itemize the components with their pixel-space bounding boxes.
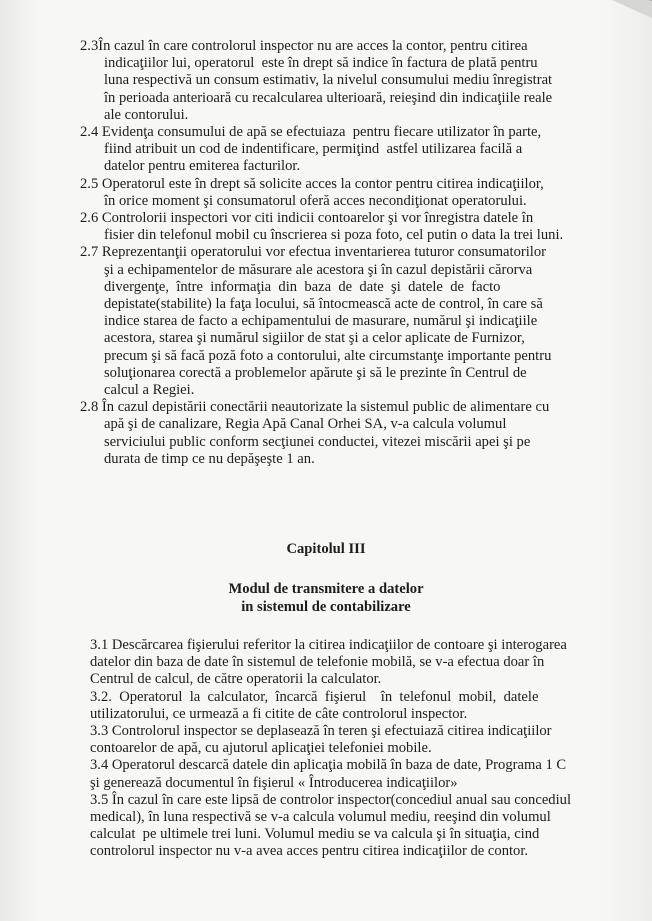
clause-text: Evidenţa consumului de apă se efectuiaza pentru fiecare utilizator în parte, bbox=[98, 124, 542, 141]
clause-text: Reprezentanţii operatorului vor efectua inventarierea tuturor consumatorilor bbox=[98, 244, 547, 261]
section-2-text bbox=[82, 38, 627, 468]
text-line: apă şi de canalizare, Regia Apă Canal Orhei SA, v-a calcula volumul bbox=[104, 416, 507, 433]
text-line: fisier din telefonul mobil cu înscrierea si poza foto, cel putin o data la trei luni. bbox=[104, 227, 564, 244]
text-line: indicaţiilor lui, operatorul este în drept să indice în factura de plată pentru bbox=[104, 55, 538, 72]
text-line: soluţionarea corectă a problemelor apărute şi să le prezinte în Centrul de bbox=[104, 364, 527, 381]
paragraph-3-3 bbox=[90, 723, 630, 757]
chapter-subtitle-line-2: in sistemul de contabilizare bbox=[241, 599, 411, 615]
text-line: controlorul inspector nu v-a avea acces pentru citirea indicaţiilor de contor. bbox=[90, 843, 529, 860]
text-line: în orice moment şi consumatorul oferă acces necondiţionat operatorului. bbox=[104, 192, 527, 209]
text-line: durata de timp ce nu depăşeşte 1 an. bbox=[104, 450, 315, 467]
text-line: ale contorului. bbox=[104, 106, 189, 123]
clause-2-8 bbox=[82, 399, 627, 468]
text-line: datelor pentru emiterea facturilor. bbox=[104, 158, 301, 175]
text-line bbox=[80, 124, 627, 141]
text-line: în perioada anterioară cu recalcularea ulterioară, reieşind din indicaţiile reale bbox=[104, 89, 553, 106]
text-line: 3.1 Descărcarea fişierului referitor la citirea indicaţiilor de contoare şi interogarea bbox=[90, 637, 567, 653]
text-line: divergenţe, între informaţia din baza de date şi datele de facto bbox=[104, 278, 501, 295]
text-line: depistate(stabilite) la faţa locului, să întocmească acte de control, în care să bbox=[104, 296, 543, 313]
clause-number: 2.6 bbox=[80, 210, 99, 227]
text-line bbox=[80, 176, 627, 193]
paragraph-3-4 bbox=[90, 757, 630, 791]
text-line: calcul a Regiei. bbox=[104, 382, 195, 399]
text-line: 3.5 În cazul în care este lipsă de controlor inspector(concediul anual sau concediul bbox=[90, 791, 571, 808]
text-line: datelor din baza de date în sistemul de telefonie mobilă, se v-a efectua doar în bbox=[90, 654, 545, 671]
text-line bbox=[80, 38, 627, 55]
clause-number: 2.8 bbox=[80, 399, 99, 416]
paragraph-3-2 bbox=[90, 689, 630, 723]
clause-text: În cazul în care controlorul inspector nu are acces la contor, pentru citirea bbox=[98, 38, 528, 54]
chapter-subtitle-line-1: Modul de transmitere a datelor bbox=[228, 581, 424, 597]
clause-text: În cazul depistării conectării neautorizate la sistemul public de alimentare cu bbox=[98, 399, 550, 416]
clause-2-7 bbox=[82, 244, 627, 399]
text-line: şi generează documentul în fişierul « Întroducerea indicaţiilor» bbox=[90, 774, 458, 791]
text-line bbox=[80, 399, 627, 416]
text-line: contoarelor de apă, cu ajutorul aplicaţiei telefoniei mobile. bbox=[90, 740, 432, 757]
text-line: 3.4 Operatorul descarcă datele din aplicaţia mobilă în baza de date, Programa 1 C bbox=[90, 757, 567, 774]
text-line: medical), în luna respectivă se v-a calcula volumul mediu, reeşind din volumul bbox=[90, 809, 551, 826]
text-line: serviciului public conform secţiunei conductei, vitezei miscării apei şi pe bbox=[104, 433, 531, 450]
text-line: şi a echipamentelor de măsurare ale acestora şi în cazul depistării cărorva bbox=[104, 261, 533, 278]
text-line: calculat pe ultimele trei luni. Volumul mediu se va calcula şi în situaţia, cind bbox=[90, 826, 540, 843]
text-line bbox=[80, 244, 627, 261]
clause-2-6 bbox=[82, 210, 627, 244]
text-line: indice starea de facto a echipamentului de masurare, numărul şi indicaţiile bbox=[104, 313, 538, 330]
paragraph-3-1 bbox=[90, 637, 630, 689]
chapter-title: Capitolul III bbox=[286, 541, 366, 557]
page-corner-fold bbox=[612, 0, 652, 18]
paragraph-3-5 bbox=[90, 792, 630, 861]
text-line: acestora, starea şi numărul sigiilor de stat şi a celor aplicate de Furnizor, bbox=[104, 330, 525, 347]
clause-number: 2.7 bbox=[80, 244, 99, 261]
clause-number: 2.4 bbox=[80, 124, 99, 141]
clause-2-4 bbox=[82, 124, 627, 176]
clause-number: 2.5 bbox=[80, 175, 99, 192]
section-3-text bbox=[90, 637, 630, 861]
text-line: Centrul de calcul, de către operatorii la calculator. bbox=[90, 671, 382, 688]
text-line bbox=[80, 210, 627, 227]
clause-2-5 bbox=[82, 176, 627, 210]
clause-2-3 bbox=[82, 38, 627, 124]
text-line: precum şi să facă poză foto a contorului, alte circumstanţe importante pentru bbox=[104, 347, 552, 364]
text-line: luna respectivă un consum estimativ, la nivelul consumului mediu înregistrat bbox=[104, 72, 553, 89]
clause-text: Operatorul este în drept să solicite acces la contor pentru citirea indicaţiilor, bbox=[98, 175, 544, 192]
clause-number: 2.3 bbox=[80, 38, 99, 54]
text-line: fiind atribuit un cod de indentificare, permiţind astfel utilizarea facilă a bbox=[104, 141, 523, 158]
text-line: 3.2. Operatorul la calculator, încarcă fişierul în telefonul mobil, datele bbox=[90, 688, 539, 705]
text-line: 3.3 Controlorul inspector se deplasează în teren şi efectuiază citirea indicaţiilor bbox=[90, 723, 552, 740]
text-line: utilizatorului, ce urmează a fi citite de câte controlorul inspector. bbox=[90, 705, 468, 722]
clause-text: Controlorii inspectori vor citi indicii contoarelor şi vor înregistra datele în bbox=[98, 210, 534, 227]
